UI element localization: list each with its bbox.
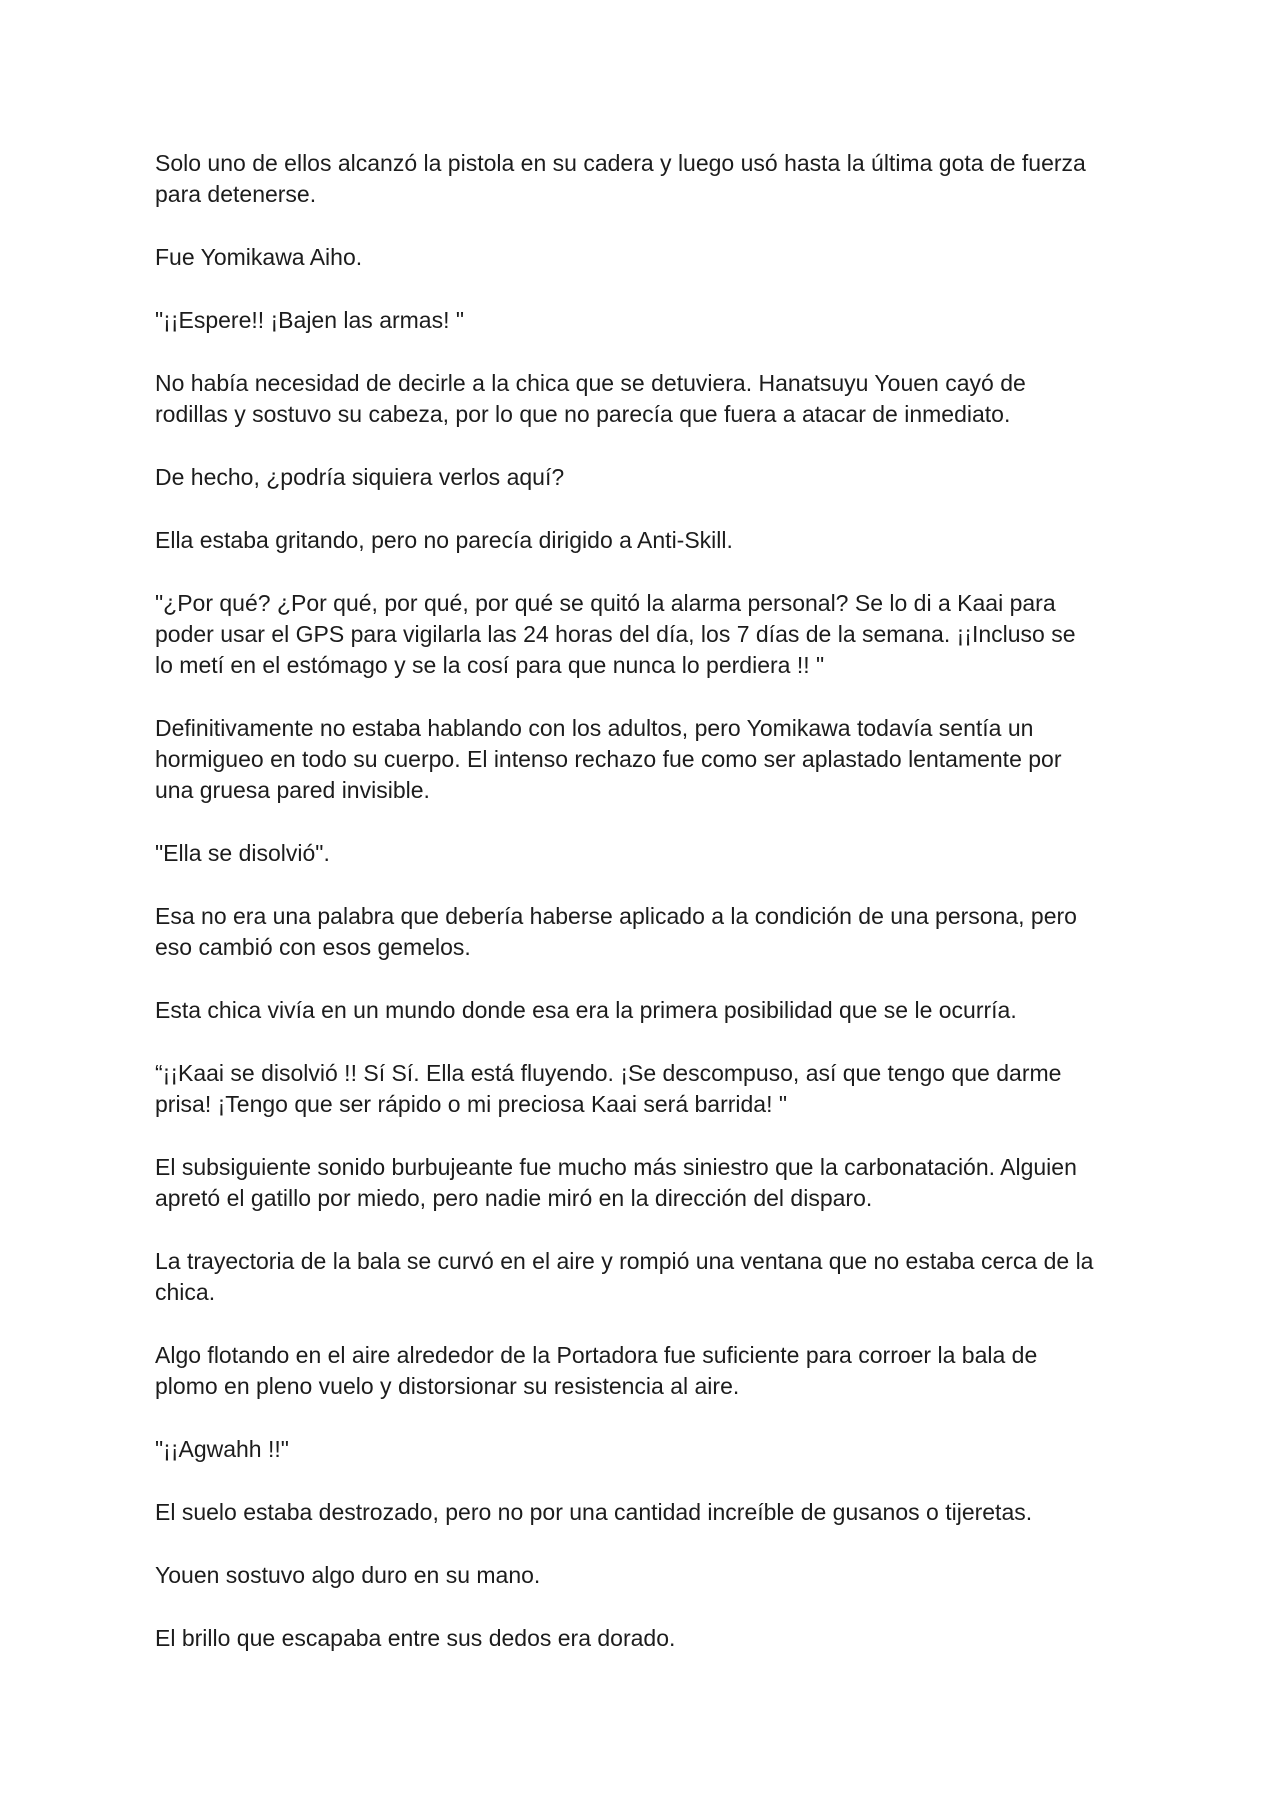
paragraph-16: "¡¡Agwahh !!": [155, 1436, 289, 1462]
paragraph-2: Fue Yomikawa Aiho.: [155, 244, 363, 270]
paragraph-14: La trayectoria de la bala se curvó en el aire y rompió una ventana que no estaba cerca de la chica.: [155, 1248, 1094, 1305]
paragraph-3: "¡¡Espere!! ¡Bajen las armas! ": [155, 307, 465, 333]
paragraph-5: De hecho, ¿podría siquiera verlos aquí?: [155, 464, 565, 490]
paragraph-9: "Ella se disolvió".: [155, 840, 330, 866]
paragraph-19: El brillo que escapaba entre sus dedos era dorado.: [155, 1625, 676, 1651]
paragraph-15: Algo flotando en el aire alrededor de la Portadora fue suficiente para corroer la bala de plomo en pleno vuelo y distorsionar su resistencia al aire.: [155, 1342, 1038, 1399]
paragraph-10: Esa no era una palabra que debería haberse aplicado a la condición de una persona, pero eso cambió con esos gemelos.: [155, 903, 1077, 960]
paragraph-17: El suelo estaba destrozado, pero no por una cantidad increíble de gusanos o tijeretas.: [155, 1499, 1033, 1525]
paragraph-11: Esta chica vivía en un mundo donde esa era la primera posibilidad que se le ocurría.: [155, 997, 1017, 1023]
paragraph-6: Ella estaba gritando, pero no parecía dirigido a Anti-Skill.: [155, 527, 733, 553]
paragraph-13: El subsiguiente sonido burbujeante fue mucho más siniestro que la carbonatación. Alguien apretó el gatillo por miedo, pero nadie miró en la dirección del disparo.: [155, 1154, 1077, 1211]
paragraph-18: Youen sostuvo algo duro en su mano.: [155, 1562, 541, 1588]
paragraph-12: “¡¡Kaai se disolvió !! Sí Sí. Ella está fluyendo. ¡Se descompuso, así que tengo que darme prisa! ¡Tengo que ser rápido o mi preciosa Kaai será barrida! ": [155, 1060, 1062, 1117]
paragraph-4: No había necesidad de decirle a la chica que se detuviera. Hanatsuyu Youen cayó de rodillas y sostuvo su cabeza, por lo que no parecía que fuera a atacar de inmediato.: [155, 370, 1026, 427]
paragraph-7: "¿Por qué? ¿Por qué, por qué, por qué se quitó la alarma personal? Se lo di a Kaai para poder usar el GPS para vigilarla las 24 horas del día, los 7 días de la semana. ¡¡Incluso se lo metí en el estómago y se la cosí para que nunca lo perdiera !! ": [155, 590, 1076, 678]
paragraph-1: Solo uno de ellos alcanzó la pistola en su cadera y luego usó hasta la última gota de fuerza para detenerse.: [155, 150, 1086, 207]
paragraph-8: Definitivamente no estaba hablando con los adultos, pero Yomikawa todavía sentía un hormigueo en todo su cuerpo. El intenso rechazo fue como ser aplastado lentamente por una gruesa pared invisible.: [155, 715, 1062, 803]
document-body: [155, 148, 1145, 1686]
